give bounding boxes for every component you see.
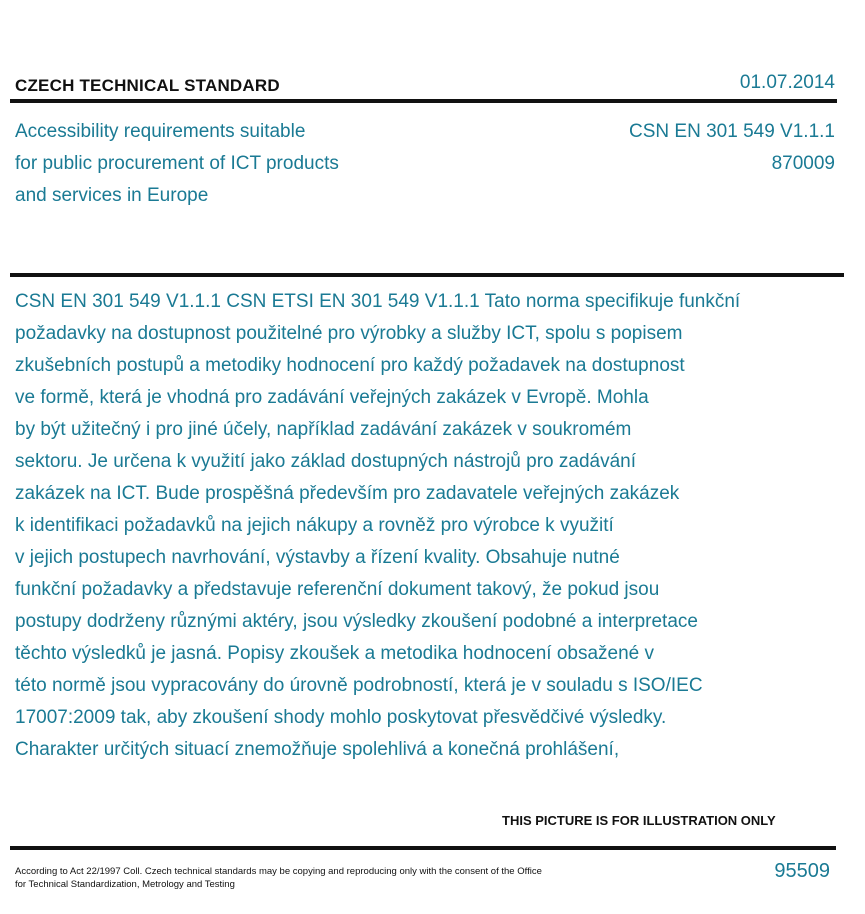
body-line: k identifikaci požadavků na jejich nákupy a rovněž pro výrobce k využití: [15, 515, 614, 536]
document-title: [15, 116, 339, 212]
body-line: funkční požadavky a představuje referenční dokument takový, že pokud jsou: [15, 579, 660, 600]
publication-date: 01.07.2014: [739, 72, 835, 93]
header-divider: [10, 99, 837, 103]
body-line: postupy dodrženy různými aktéry, jsou výsledky zkoušení podobné a interpretace: [15, 611, 698, 632]
body-line: požadavky na dostupnost použitelné pro výrobky a služby ICT, spolu s popisem: [15, 323, 683, 344]
title-line: Accessibility requirements suitable: [15, 121, 306, 142]
body-line: v jejich postupech navrhování, výstavby a řízení kvality. Obsahuje nutné: [15, 547, 620, 568]
standard-number: CSN EN 301 549 V1.1.1: [629, 121, 835, 142]
document-identifiers: [629, 116, 835, 180]
body-line: zkušebních postupů a metodiky hodnocení pro každý požadavek na dostupnost: [15, 355, 685, 376]
body-line: CSN EN 301 549 V1.1.1 CSN ETSI EN 301 549 V1.1.1 Tato norma specifikuje funkční: [15, 291, 741, 312]
body-line: Charakter určitých situací znemožňuje spolehlivá a konečná prohlášení,: [15, 739, 620, 760]
legal-notice: [15, 865, 542, 891]
footer-divider: [10, 846, 836, 850]
body-line: zakázek na ICT. Bude prospěšná především pro zadavatele veřejných zakázek: [15, 483, 680, 504]
body-line: ve formě, která je vhodná pro zadávání veřejných zakázek v Evropě. Mohla: [15, 387, 649, 408]
catalog-number: 870009: [771, 153, 835, 174]
abstract-text: [15, 286, 865, 766]
title-line: and services in Europe: [15, 185, 209, 206]
title-line: for public procurement of ICT products: [15, 153, 339, 174]
standard-label: CZECH TECHNICAL STANDARD: [15, 76, 280, 95]
body-line: této normě jsou vypracovány do úrovně podrobností, která je v souladu s ISO/IEC: [15, 675, 703, 696]
legal-line: According to Act 22/1997 Coll. Czech technical standards may be copying and reproducing only with the consent of the Office: [15, 866, 542, 877]
title-divider: [10, 273, 844, 277]
illustration-notice: THIS PICTURE IS FOR ILLUSTRATION ONLY: [502, 813, 776, 828]
body-line: sektoru. Je určena k využití jako základ dostupných nástrojů pro zadávání: [15, 451, 637, 472]
document-number: 95509: [774, 860, 830, 882]
body-line: 17007:2009 tak, aby zkoušení shody mohlo poskytovat přesvědčivé výsledky.: [15, 707, 667, 728]
legal-line: for Technical Standardization, Metrology and Testing: [15, 879, 235, 890]
body-line: by být užitečný i pro jiné účely, například zadávání zakázek v soukromém: [15, 419, 632, 440]
body-line: těchto výsledků je jasná. Popisy zkoušek a metodika hodnocení obsažené v: [15, 643, 654, 664]
